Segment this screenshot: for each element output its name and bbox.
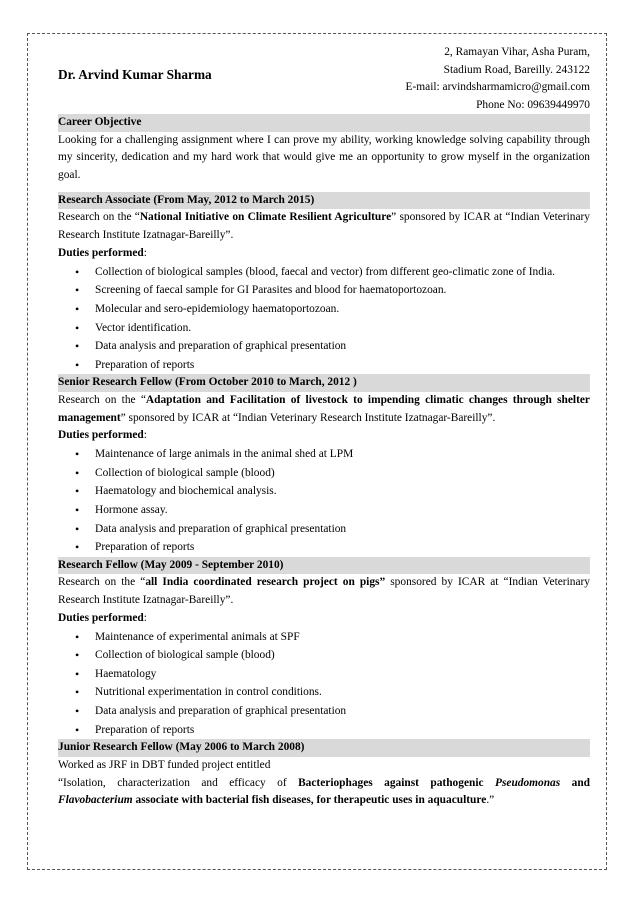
text-part: Research on the “ [58, 211, 140, 224]
list-item: • Nutritional experimentation in control conditions. [95, 683, 590, 702]
text-part: ” sponsored by ICAR at “Indian Veterinary Research Institute Izatnagar-Bareilly”. [58, 211, 591, 242]
text-part: Research on the “ [58, 393, 146, 406]
junior-research-fellow-line: Worked as JRF in DBT funded project entitled [58, 758, 271, 771]
phone: Phone No: 09639449970 [476, 98, 590, 111]
career-objective-heading: Career Objective [58, 114, 590, 132]
list-item: • Hormone assay. [95, 501, 590, 520]
duties-label: Duties performed: [58, 429, 147, 442]
project-title: National Initiative on Climate Resilient Agriculture [139, 211, 392, 224]
junior-research-fellow-heading: Junior Research Fellow (May 2006 to March 2008) [58, 739, 590, 757]
organism-name: Flavobacterium [58, 794, 133, 807]
address-line-1: 2, Ramayan Vihar, Asha Puram, [444, 46, 590, 58]
project-title: Adaptation and Facilitation of livestock to impending climatic changes through shelter management [58, 393, 590, 424]
list-item: • Preparation of reports [95, 721, 590, 740]
duties-list [58, 445, 590, 557]
senior-research-fellow-heading: Senior Research Fellow (From October 2010 to March, 2012 ) [58, 374, 590, 392]
text-part: sponsored by ICAR at “Indian Veterinary Research Institute Izatnagar-Bareilly”. [58, 576, 590, 607]
duties-label: Duties performed: [58, 246, 147, 259]
project-title-part: associate with bacterial fish diseases, for therapeutic uses in aquaculture [132, 794, 487, 807]
list-item: • Preparation of reports [95, 356, 590, 375]
list-item: • Collection of biological samples (blood, faecal and vector) from different geo-climatic zone of India. [95, 263, 590, 282]
career-objective-text: Looking for a challenging assignment where I can prove my ability, working knowledge solving capability through my sincerity, dedication and my hard work that would give me an opportunity to grow myself in the organization goal. [58, 133, 590, 182]
junior-research-fellow-description [58, 775, 590, 811]
list-item: • Collection of biological sample (blood) [95, 646, 590, 665]
duties-label: Duties performed: [58, 611, 147, 624]
list-item: • Data analysis and preparation of graphical presentation [95, 337, 590, 356]
resume-document [58, 44, 590, 810]
senior-research-fellow-description [58, 392, 590, 428]
list-item: • Collection of biological sample (blood) [95, 464, 590, 483]
text-part: Research on the “ [58, 576, 146, 589]
research-fellow-heading: Research Fellow (May 2009 - September 2010) [58, 557, 590, 575]
text-part: “Isolation, characterization and efficacy of [58, 776, 299, 789]
list-item: • Data analysis and preparation of graphical presentation [95, 520, 590, 539]
project-title: all India coordinated research project on pigs” [145, 576, 386, 589]
text-part: .” [486, 794, 495, 807]
address-line-2: Stadium Road, Bareilly. 243122 [443, 63, 590, 76]
text-part: ” sponsored by ICAR at “Indian Veterinary Research Institute Izatnagar-Bareilly”. [120, 411, 496, 424]
duties-list [58, 263, 590, 375]
list-item: • Maintenance of large animals in the animal shed at LPM [95, 445, 590, 464]
duties-list [58, 628, 590, 740]
research-associate-description [58, 209, 590, 245]
candidate-name: Dr. Arvind Kumar Sharma [58, 67, 212, 82]
resume-header [58, 44, 590, 114]
organism-name: Pseudomonas [495, 776, 561, 789]
list-item: • Vector identification. [95, 319, 590, 338]
list-item: • Maintenance of experimental animals at SPF [95, 628, 590, 647]
list-item: • Haematology and biochemical analysis. [95, 482, 590, 501]
email[interactable]: E-mail: arvindsharmamicro@gmail.com [405, 81, 590, 94]
list-item: • Haematology [95, 665, 590, 684]
list-item: • Data analysis and preparation of graphical presentation [95, 702, 590, 721]
project-title-part: Bacteriophages against pathogenic [298, 776, 495, 789]
list-item: • Preparation of reports [95, 538, 590, 557]
list-item: • Screening of faecal sample for GI Parasites and blood for haematoportozoan. [95, 281, 590, 300]
project-title-part: and [560, 776, 591, 789]
research-fellow-description [58, 574, 590, 610]
research-associate-heading: Research Associate (From May, 2012 to March 2015) [58, 192, 590, 210]
list-item: • Molecular and sero-epidemiology haematoportozoan. [95, 300, 590, 319]
contact-block [406, 44, 590, 114]
